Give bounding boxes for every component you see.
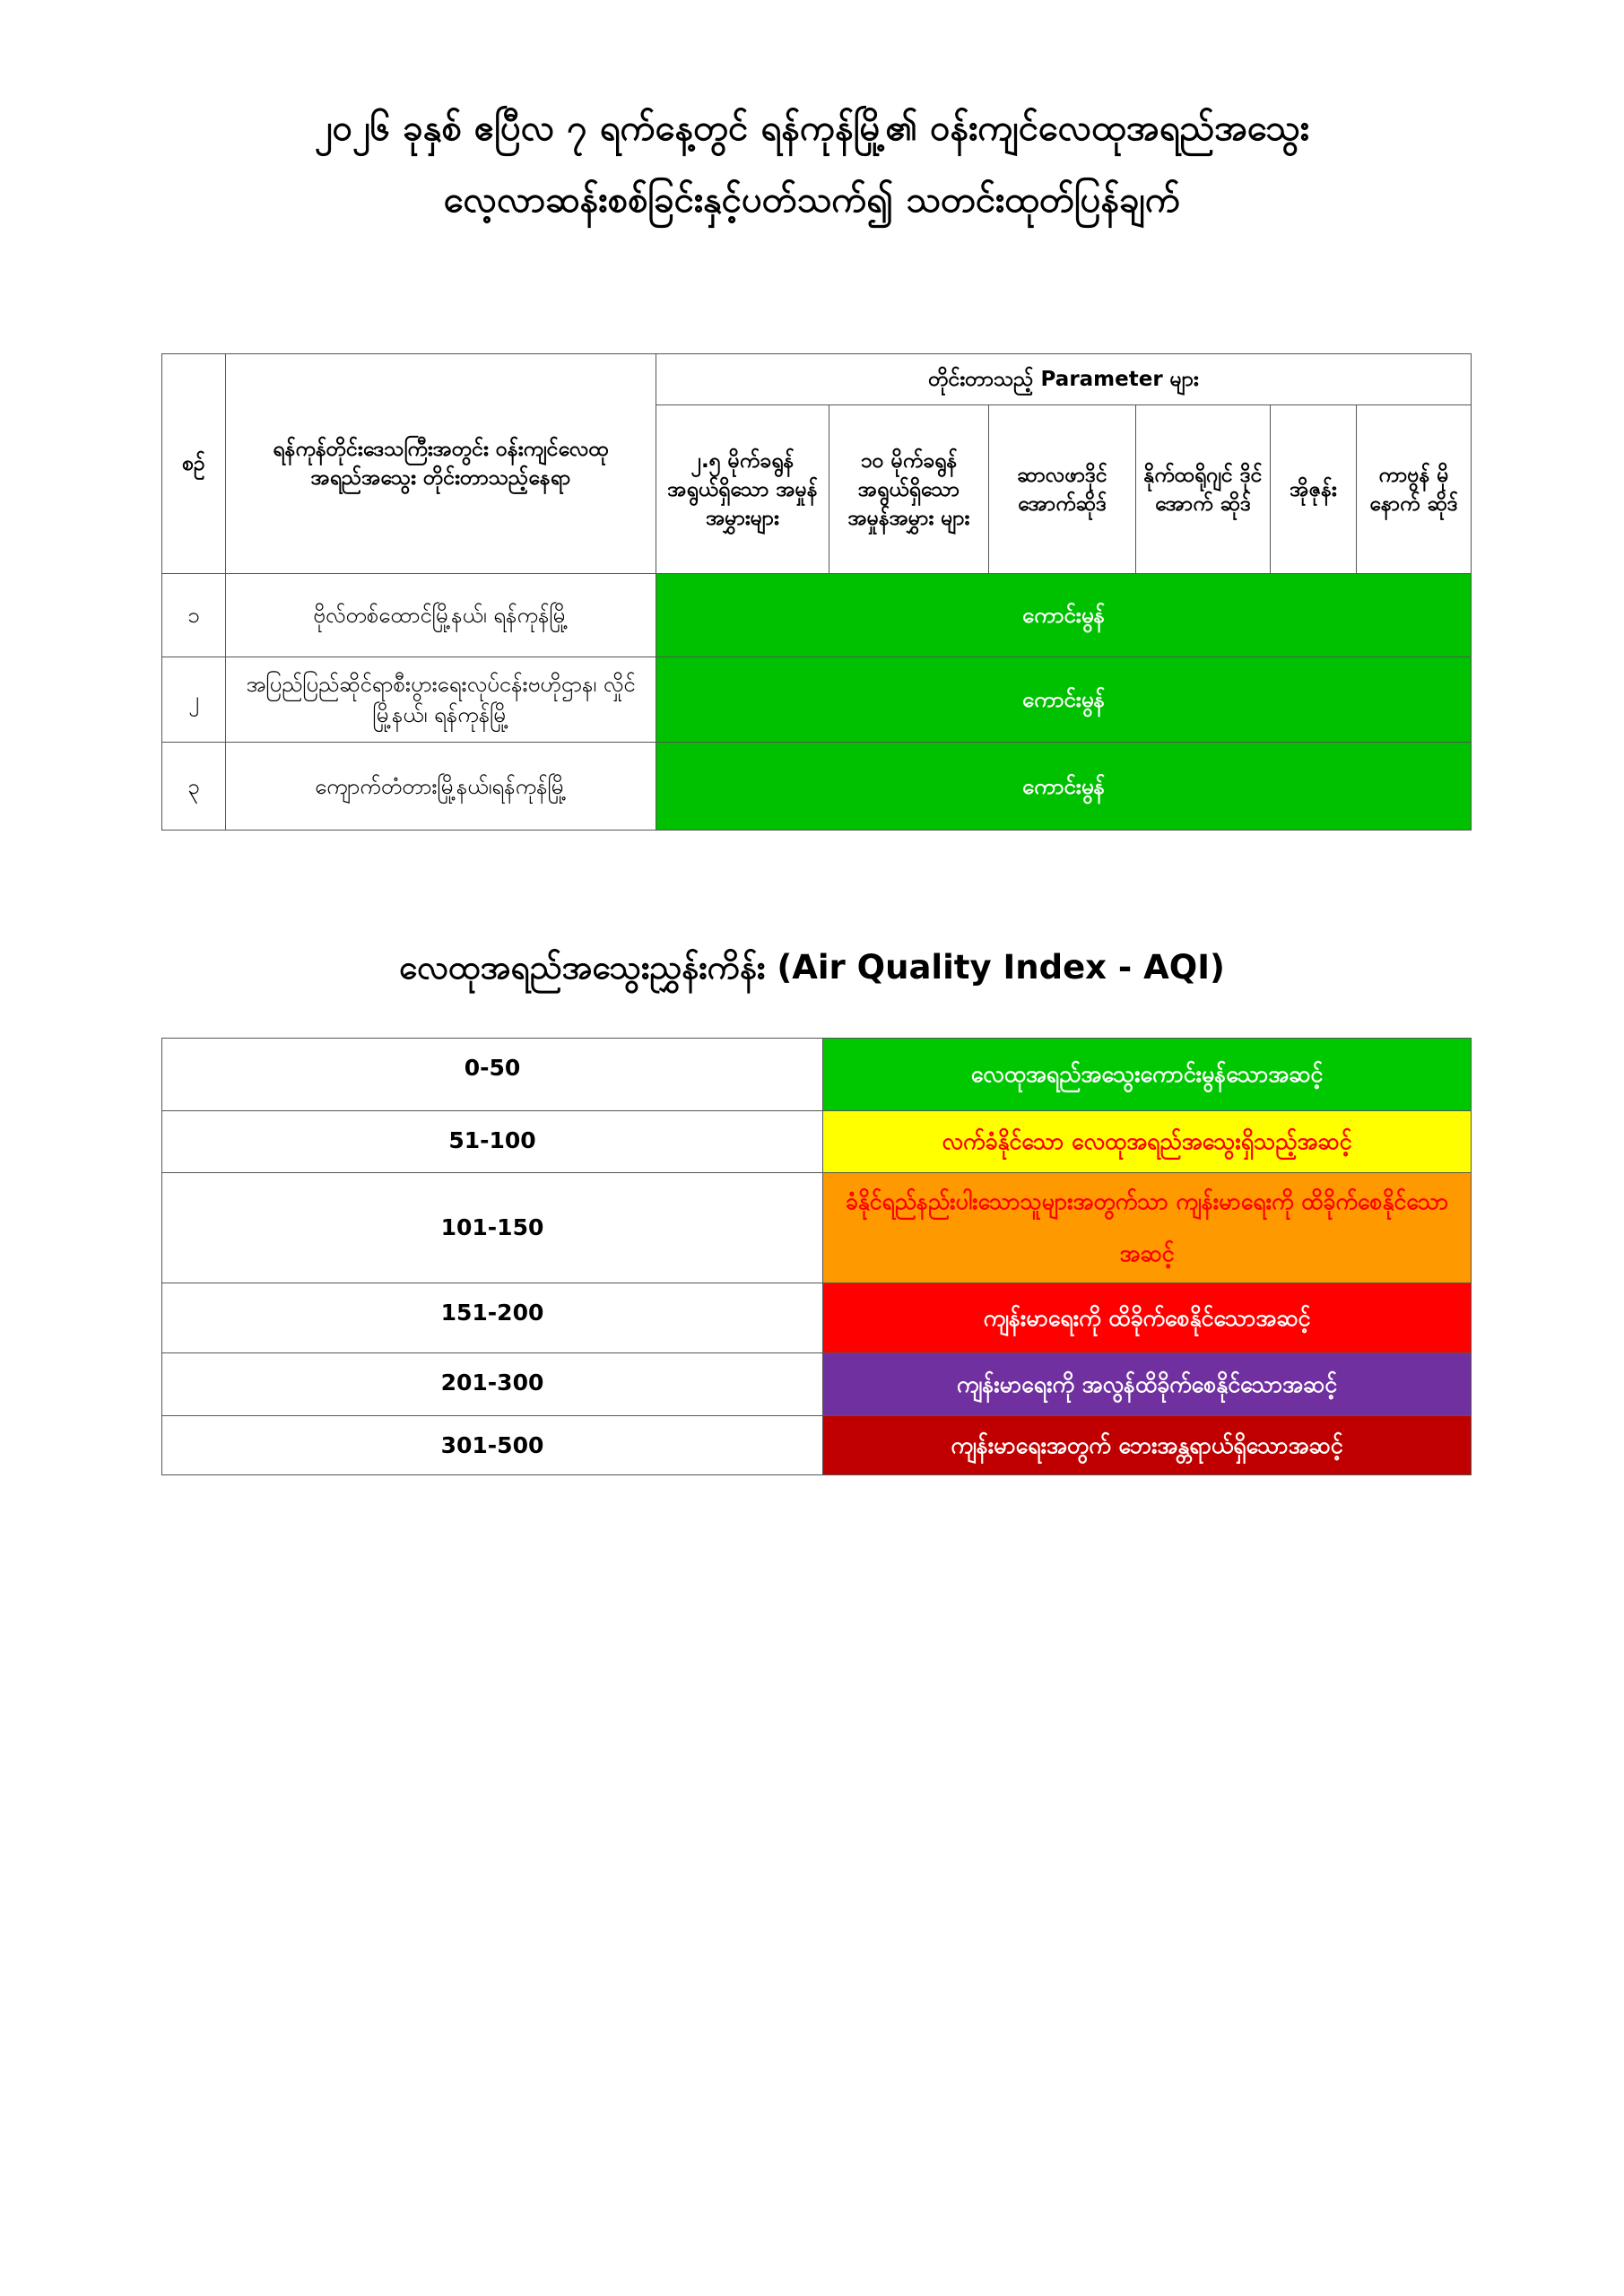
table-row (162, 574, 1472, 657)
table-row (162, 657, 1472, 743)
param-header-co: ကာဗွန် မိုနောက် ဆိုဒ် (1357, 405, 1472, 574)
row-status: ကောင်းမွန် (656, 574, 1472, 657)
row-serial: ၂ (162, 657, 226, 743)
row-location: ဗိုလ်တစ်ထောင်မြို့နယ်၊ ရန်ကုန်မြို့ (226, 574, 656, 657)
aqi-description: လက်ခံနိုင်သော လေထုအရည်အသွေးရှိသည့်အဆင့် (823, 1111, 1472, 1173)
aqi-row (162, 1173, 1472, 1283)
table-row (162, 743, 1472, 831)
parameter-group-header: တိုင်းတာသည့် Parameter များ (656, 354, 1472, 405)
measurement-table (161, 353, 1472, 831)
aqi-row (162, 1111, 1472, 1173)
aqi-range: 151-200 (162, 1283, 823, 1353)
row-location: ကျောက်တံတားမြို့နယ်၊ရန်ကုန်မြို့ (226, 743, 656, 831)
serial-header: စဥ် (162, 354, 226, 574)
aqi-description: ကျန်းမာရေးကို အလွန်ထိခိုက်စေနိုင်သောအဆင့် (823, 1353, 1472, 1416)
row-status: ကောင်းမွန် (656, 657, 1472, 743)
aqi-row (162, 1283, 1472, 1353)
aqi-range: 51-100 (162, 1111, 823, 1173)
row-status: ကောင်းမွန် (656, 743, 1472, 831)
aqi-description: ကျန်းမာရေးအတွက် ဘေးအန္တရာယ်ရှိသောအဆင့် (823, 1416, 1472, 1475)
aqi-section-title: လေထုအရည်အသွေးညွှန်းကိန်း (Air Quality Index - AQI) (399, 948, 1225, 987)
row-serial: ၃ (162, 743, 226, 831)
location-header: ရန်ကုန်တိုင်းဒေသကြီးအတွင်း ဝန်းကျင်လေထု အရည်အသွေး တိုင်းတာသည့်နေရာ (226, 354, 656, 574)
param-header-pm10: ၁၀ မိုက်ခရွန် အရွယ်ရှိသော အမှုန်အမွှား များ (829, 405, 989, 574)
row-location: အပြည်ပြည်ဆိုင်ရာစီးပွားရေးလုပ်ငန်းဗဟိုဌာန၊ လှိုင်မြို့နယ်၊ ရန်ကုန်မြို့ (226, 657, 656, 743)
aqi-range: 201-300 (162, 1353, 823, 1416)
aqi-range: 101-150 (162, 1173, 823, 1283)
row-serial: ၁ (162, 574, 226, 657)
aqi-range: 301-500 (162, 1416, 823, 1475)
aqi-row (162, 1416, 1472, 1475)
aqi-row (162, 1039, 1472, 1111)
param-header-pm25: ၂.၅ မိုက်ခရွန် အရွယ်ရှိသော အမှုန်အမွှားများ (656, 405, 829, 574)
page-subtitle: လေ့လာဆန်းစစ်ခြင်းနှင့်ပတ်သက်၍ သတင်းထုတ်ပြန်ချက် (443, 179, 1181, 221)
aqi-description: ခံနိုင်ရည်နည်းပါးသောသူများအတွက်သာ ကျန်းမာရေးကို ထိခိုက်စေနိုင်သောအဆင့် (823, 1173, 1472, 1283)
page-title: ၂၀၂၆ ခုနှစ် ဧပြီလ ၇ ရက်နေ့တွင် ရန်ကုန်မြို့၏ ဝန်းကျင်လေထုအရည်အသွေး (314, 108, 1310, 149)
param-header-no2: နိုက်ထရိုဂျင် ဒိုင်အောက် ဆိုဒ် (1136, 405, 1271, 574)
aqi-description: လေထုအရည်အသွေးကောင်းမွန်သောအဆင့် (823, 1039, 1472, 1111)
param-header-so2: ဆာလဖာဒိုင် အောက်ဆိုဒ် (989, 405, 1136, 574)
aqi-row (162, 1353, 1472, 1416)
aqi-range: 0-50 (162, 1039, 823, 1111)
aqi-description: ကျန်းမာရေးကို ထိခိုက်စေနိုင်သောအဆင့် (823, 1283, 1472, 1353)
param-header-o3: အိုဇုန်း (1271, 405, 1357, 574)
aqi-table (161, 1038, 1472, 1475)
